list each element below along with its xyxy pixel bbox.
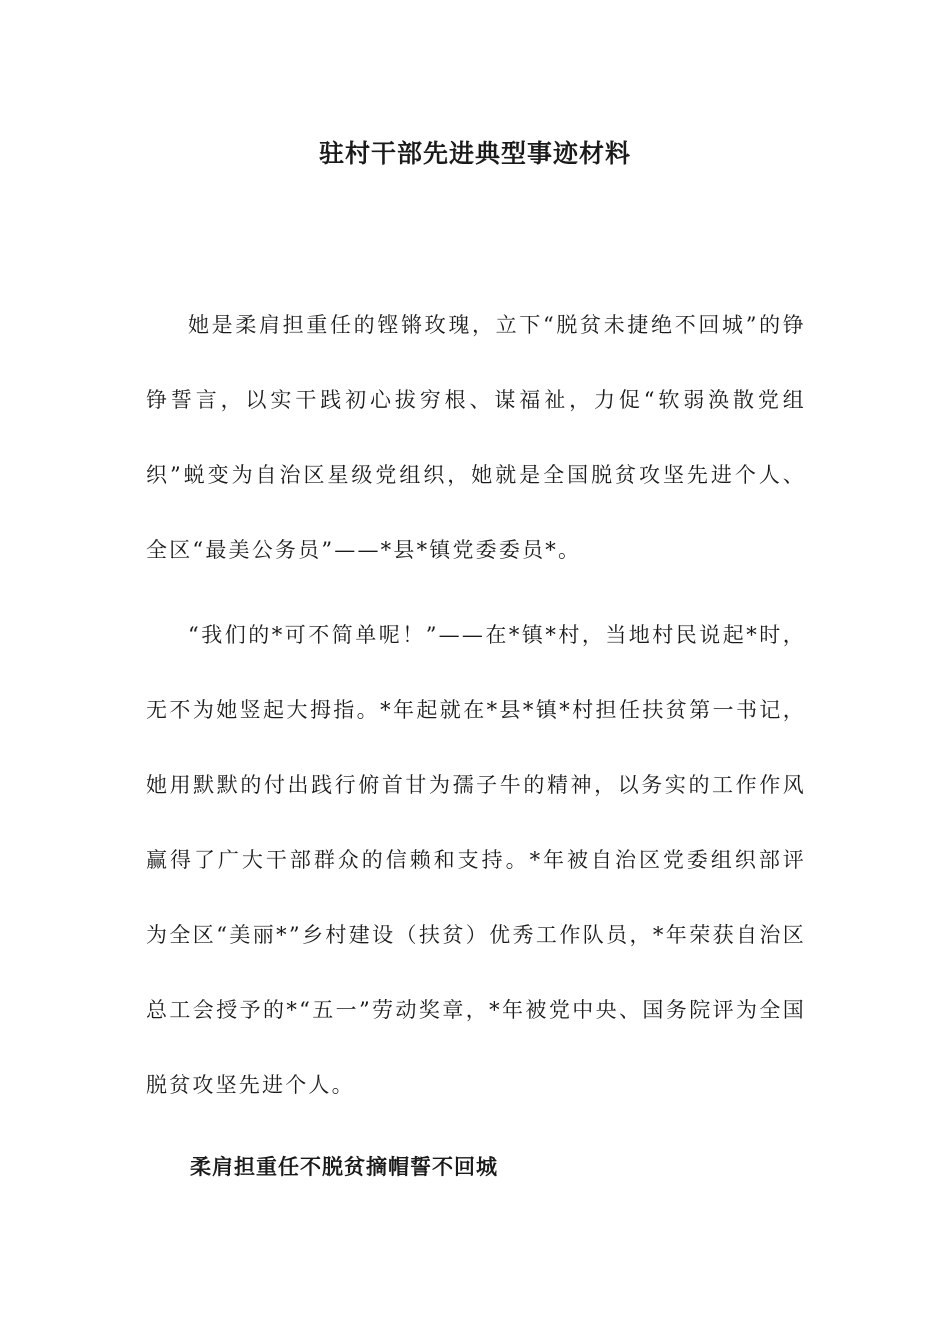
section-heading: 柔肩担重任不脱贫摘帽誓不回城 xyxy=(190,1155,498,1179)
document-title: 驻村干部先进典型事迹材料 xyxy=(318,139,631,168)
paragraph-achievements: “我们的*可不简单呢！”——在*镇*村，当地村民说起*时，无不为她竖起大拇指。*年起就在*县*镇*村担任扶贫第一书记，她用默默的付出践行俯首甘为孺子牛的精神，以务实的工作作风赢得了广大干部群众的信赖和支持。*年被自治区党委组织部评为全区“美丽*”乡村建设（扶贫）优秀工作队员，*年荣获自治区总工会授予的*“五一”劳动奖章，*年被党中央、国务院评为全国脱贫攻坚先进个人。 xyxy=(146,623,806,1097)
paragraph-intro: 她是柔肩担重任的铿锵玫瑰，立下“脱贫未捷绝不回城”的铮铮誓言，以实干践初心拔穷根、谋福祉，力促“软弱涣散党组织”蜕变为自治区星级党组织，她就是全国脱贫攻坚先进个人、全区“最美公务员”——*县*镇党委委员*。 xyxy=(146,313,806,562)
